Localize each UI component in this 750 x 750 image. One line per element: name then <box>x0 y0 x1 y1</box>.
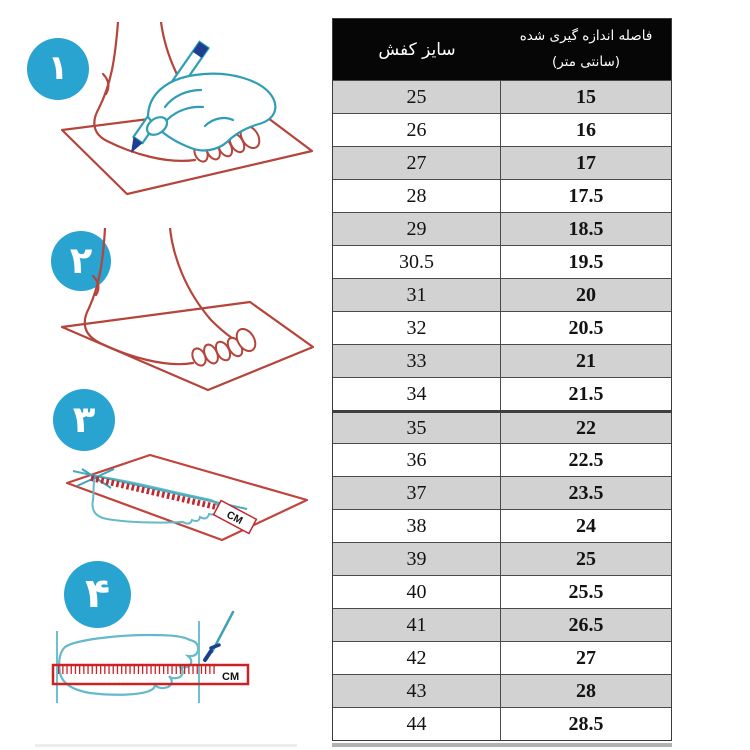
table-row <box>333 278 671 311</box>
cm-label: CM <box>224 508 245 528</box>
table-row <box>333 707 671 740</box>
shoe-size-cell: 30.5 <box>333 246 501 278</box>
cm-distance-cell: 18.5 <box>568 217 604 240</box>
step-2-number: ۲ <box>69 238 93 282</box>
shoe-size-cell: 36 <box>333 444 501 476</box>
cm-distance-cell: 21 <box>576 349 596 372</box>
cm-distance-cell: 28.5 <box>568 712 604 735</box>
table-row <box>333 344 671 377</box>
cm-distance-cell: 20.5 <box>568 316 604 339</box>
table-row <box>333 608 671 641</box>
shoe-size-cell: 27 <box>333 147 501 179</box>
cm-distance-cell: 19.5 <box>568 250 604 273</box>
cm-distance-cell: 20 <box>576 283 596 306</box>
table-row <box>333 443 671 476</box>
shoe-size-cell: 28 <box>333 180 501 212</box>
shoe-size-cell: 41 <box>333 609 501 641</box>
table-row <box>333 410 671 443</box>
cm-label: CM <box>222 671 240 683</box>
cm-distance-cell: 22 <box>576 416 596 439</box>
step-2-illustration <box>15 228 330 398</box>
shoe-size-cell: 38 <box>333 510 501 542</box>
table-row <box>333 674 671 707</box>
step-3-illustration <box>15 390 330 555</box>
cm-distance-cell: 25 <box>576 547 596 570</box>
cm-distance-cell: 26.5 <box>568 613 604 636</box>
cm-distance-cell: 28 <box>576 679 596 702</box>
shoe-size-cell: 43 <box>333 675 501 707</box>
distance-column-header <box>501 19 671 80</box>
shoe-size-cell: 34 <box>333 378 501 410</box>
shoe-size-cell: 44 <box>333 708 501 740</box>
table-row <box>333 476 671 509</box>
cm-distance-cell: 15 <box>576 85 596 108</box>
shoe-size-cell: 39 <box>333 543 501 575</box>
table-row <box>333 509 671 542</box>
step-4-illustration <box>15 555 330 730</box>
shoe-size-cell: 25 <box>333 81 501 113</box>
cm-distance-cell: 16 <box>576 118 596 141</box>
table-row <box>333 179 671 212</box>
cm-distance-cell: 17 <box>576 151 596 174</box>
size-column-header <box>333 19 501 80</box>
shoe-size-cell: 33 <box>333 345 501 377</box>
step-1-number: ۱ <box>47 48 69 88</box>
cm-distance-cell: 17.5 <box>568 184 604 207</box>
size-table <box>332 18 672 741</box>
size-table-header <box>333 19 671 80</box>
distance-header-line2: (سانتی متر) <box>551 53 621 70</box>
left-bottom-crop-strip <box>35 744 297 747</box>
shoe-size-cell: 42 <box>333 642 501 674</box>
cm-distance-cell: 22.5 <box>568 448 604 471</box>
cm-distance-cell: 25.5 <box>568 580 604 603</box>
shoe-size-cell: 40 <box>333 576 501 608</box>
cm-distance-cell: 23.5 <box>568 481 604 504</box>
cm-distance-cell: 24 <box>576 514 596 537</box>
shoe-size-cell: 31 <box>333 279 501 311</box>
table-row <box>333 311 671 344</box>
shoe-size-cell: 32 <box>333 312 501 344</box>
table-row <box>333 542 671 575</box>
paper-outline <box>67 455 307 540</box>
cm-distance-cell: 21.5 <box>568 382 604 405</box>
table-bottom-crop-strip <box>332 743 672 747</box>
table-row <box>333 113 671 146</box>
shoe-size-cell: 29 <box>333 213 501 245</box>
size-column-header-label: سایز کفش <box>378 39 456 60</box>
table-row <box>333 575 671 608</box>
table-row <box>333 80 671 113</box>
distance-header-line1: فاصله اندازه گیری شده <box>519 27 653 44</box>
table-row <box>333 245 671 278</box>
shoe-size-cell: 35 <box>333 413 501 443</box>
table-row <box>333 146 671 179</box>
pen-icon <box>205 612 233 660</box>
size-table-body <box>333 80 671 740</box>
cm-distance-cell: 27 <box>576 646 596 669</box>
cm-ruler <box>53 665 248 684</box>
table-row <box>333 641 671 674</box>
shoe-size-cell: 37 <box>333 477 501 509</box>
paper-outline <box>62 302 313 390</box>
step-1-illustration <box>15 22 330 202</box>
step-4-number: ۴ <box>84 569 111 617</box>
table-row <box>333 212 671 245</box>
measuring-tape <box>91 478 225 509</box>
table-row <box>333 377 671 410</box>
step-3-number: ۳ <box>72 397 96 441</box>
foot-outline-red <box>85 228 259 368</box>
shoe-size-cell: 26 <box>333 114 501 146</box>
